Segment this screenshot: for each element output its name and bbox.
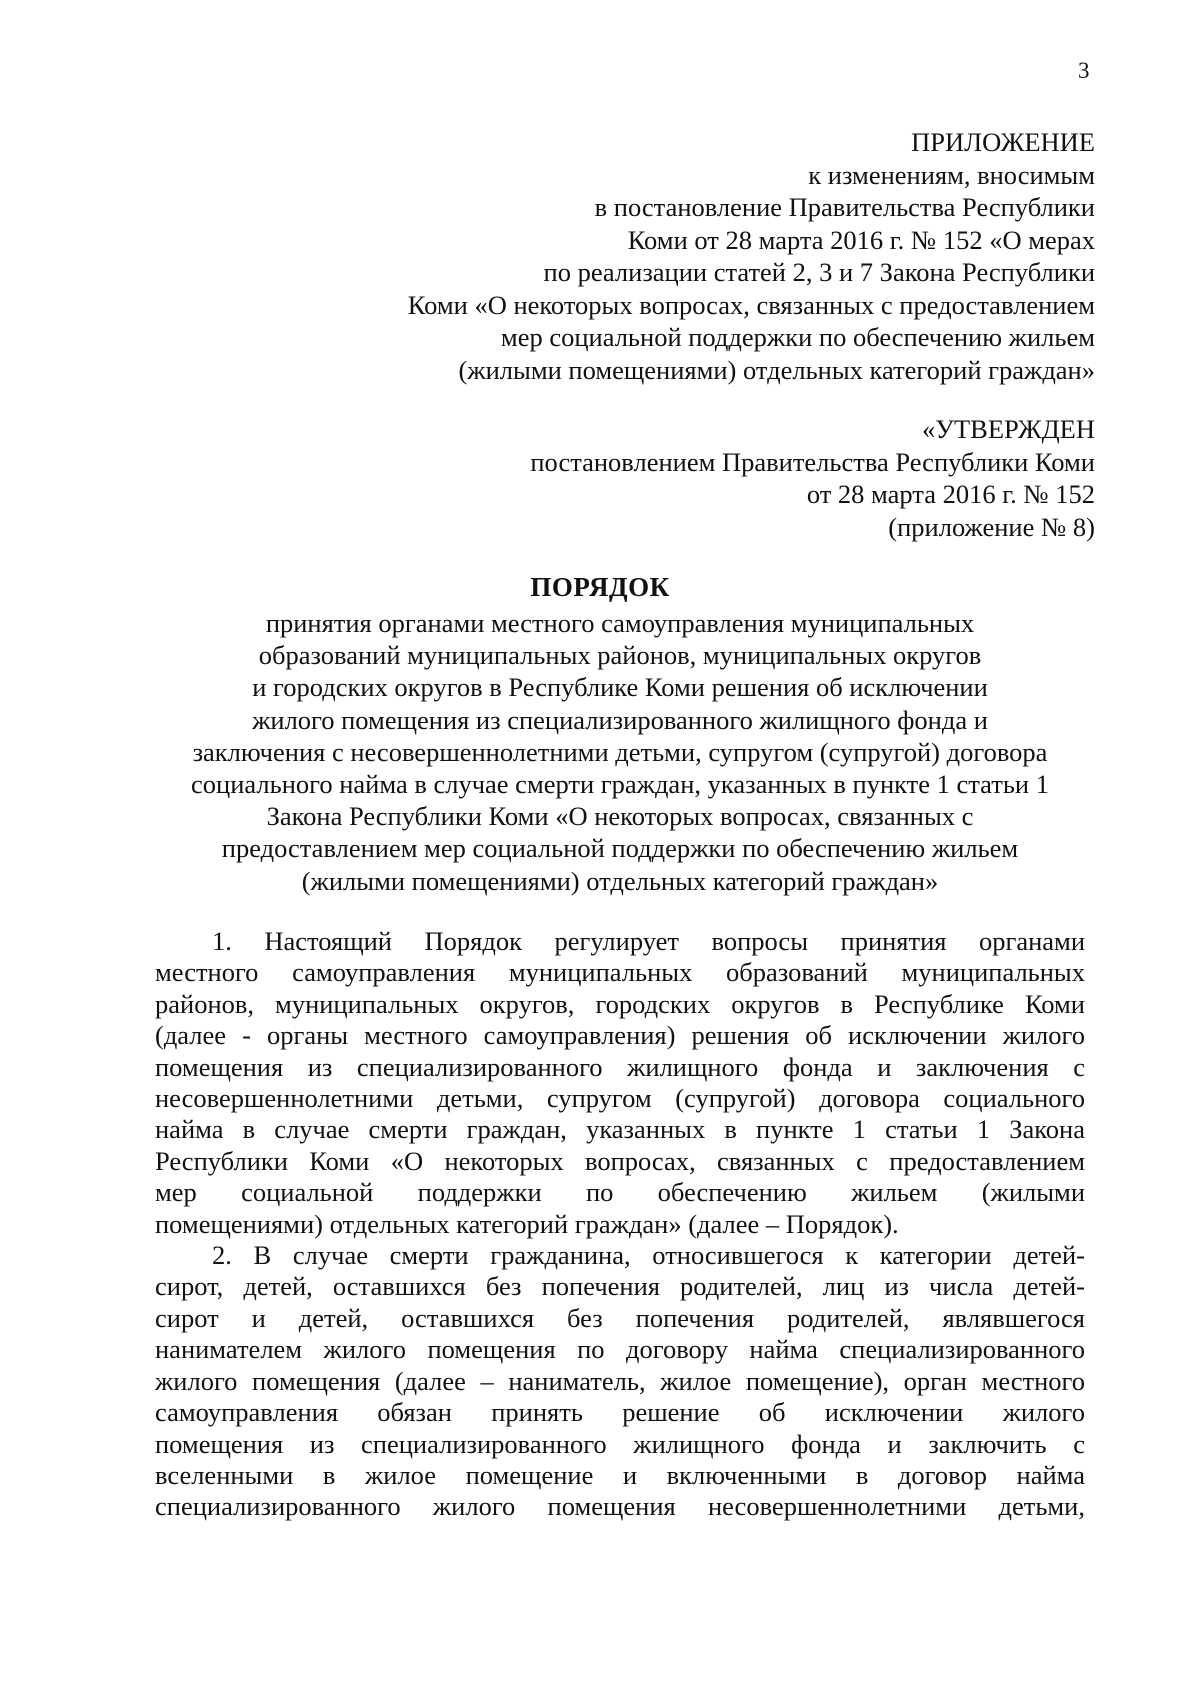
- paragraph-line: 1. Настоящий Порядок регулирует вопросы принятия органами: [212, 926, 1085, 956]
- appendix-line: к изменениям, вносимым: [808, 159, 1095, 190]
- paragraph-line: помещения из специализированного жилищного фонда и заключить с: [155, 1428, 1085, 1459]
- paragraph-line: нанимателем жилого помещения по договору найма специализированного: [155, 1334, 1085, 1365]
- document-subtitle: [160, 607, 1080, 897]
- subtitle-line: предоставлением мер социальной поддержки по обеспечению жильем: [221, 833, 1019, 864]
- paragraph-line: самоуправления обязан принять решение об исключении жилого: [155, 1397, 1085, 1428]
- paragraph-line: жилого помещения (далее – наниматель, жилое помещение), орган местного: [155, 1365, 1085, 1396]
- appendix-line: в постановление Правительства Республики: [594, 192, 1095, 222]
- subtitle-line: Закона Республики Коми «О некоторых вопросах, связанных с: [266, 801, 974, 832]
- subtitle-line: (жилыми помещениями) отдельных категорий граждан»: [301, 865, 939, 896]
- paragraph-line: помещения из специализированного жилищного фонда и заключения с: [155, 1051, 1085, 1082]
- paragraph-1: [155, 926, 1085, 1240]
- approved-line: от 28 марта 2016 г. № 152: [806, 479, 1095, 509]
- paragraph-line: районов, муниципальных округов, городских округов в Республике Коми: [155, 988, 1085, 1019]
- subtitle-line: принятия органами местного самоуправления муниципальных: [265, 608, 975, 638]
- paragraph-line: вселенными в жилое помещение и включенными в договор найма: [155, 1459, 1085, 1490]
- paragraph-2: [155, 1240, 1085, 1523]
- subtitle-line: заключения с несовершеннолетними детьми, супругом (супругой) договора: [192, 736, 1048, 767]
- subtitle-line: и городских округов в Республике Коми решения об исключении: [252, 672, 988, 703]
- paragraph-line: местного самоуправления муниципальных образований муниципальных: [155, 957, 1085, 988]
- paragraph-line: найма в случае смерти граждан, указанных в пункте 1 статьи 1 Закона: [155, 1114, 1085, 1145]
- document-body: [155, 926, 1085, 1523]
- subtitle-line: образований муниципальных районов, муниципальных округов: [258, 640, 982, 671]
- paragraph-line: сирот, детей, оставшихся без попечения родителей, лиц из числа детей-: [155, 1271, 1085, 1302]
- subtitle-line: жилого помещения из специализированного жилищного фонда и: [252, 704, 988, 735]
- appendix-line: Коми от 28 марта 2016 г. № 152 «О мерах: [627, 224, 1095, 255]
- approved-line: «УТВЕРЖДЕН: [921, 414, 1095, 444]
- paragraph-line: специализированного жилого помещения несовершеннолетними детьми,: [155, 1491, 1085, 1522]
- appendix-line: Коми «О некоторых вопросах, связанных с предоставлением: [407, 289, 1095, 320]
- document-title: ПОРЯДОК: [530, 572, 670, 602]
- appendix-line: мер социальной поддержки по обеспечению жильем: [500, 322, 1095, 352]
- appendix-line: по реализации статей 2, 3 и 7 Закона Республики: [543, 257, 1095, 287]
- approved-line: постановлением Правительства Республики Коми: [530, 446, 1095, 477]
- paragraph-line: 2. В случае смерти гражданина, относившегося к категории детей-: [212, 1240, 1085, 1271]
- appendix-line: (жилыми помещениями) отдельных категорий граждан»: [458, 354, 1095, 385]
- paragraph-line: мер социальной поддержки по обеспечению жильем (жилыми: [155, 1177, 1085, 1208]
- approved-header: [530, 413, 1095, 543]
- page-number: 3: [1078, 58, 1090, 83]
- subtitle-line: социального найма в случае смерти граждан, указанных в пункте 1 статьи 1: [191, 769, 1049, 800]
- approved-line: (приложение № 8): [888, 511, 1095, 542]
- appendix-header: [408, 126, 1095, 386]
- paragraph-line: Республики Коми «О некоторых вопросах, связанных с предоставлением: [155, 1145, 1085, 1176]
- paragraph-line: помещениями) отдельных категорий граждан» (далее – Порядок).: [155, 1208, 899, 1239]
- paragraph-line: сирот и детей, оставшихся без попечения родителей, являвшегося: [155, 1302, 1085, 1333]
- paragraph-line: (далее - органы местного самоуправления) решения об исключении жилого: [155, 1020, 1085, 1051]
- paragraph-line: несовершеннолетними детьми, супругом (супругой) договора социального: [155, 1083, 1085, 1114]
- appendix-line: ПРИЛОЖЕНИЕ: [911, 127, 1095, 157]
